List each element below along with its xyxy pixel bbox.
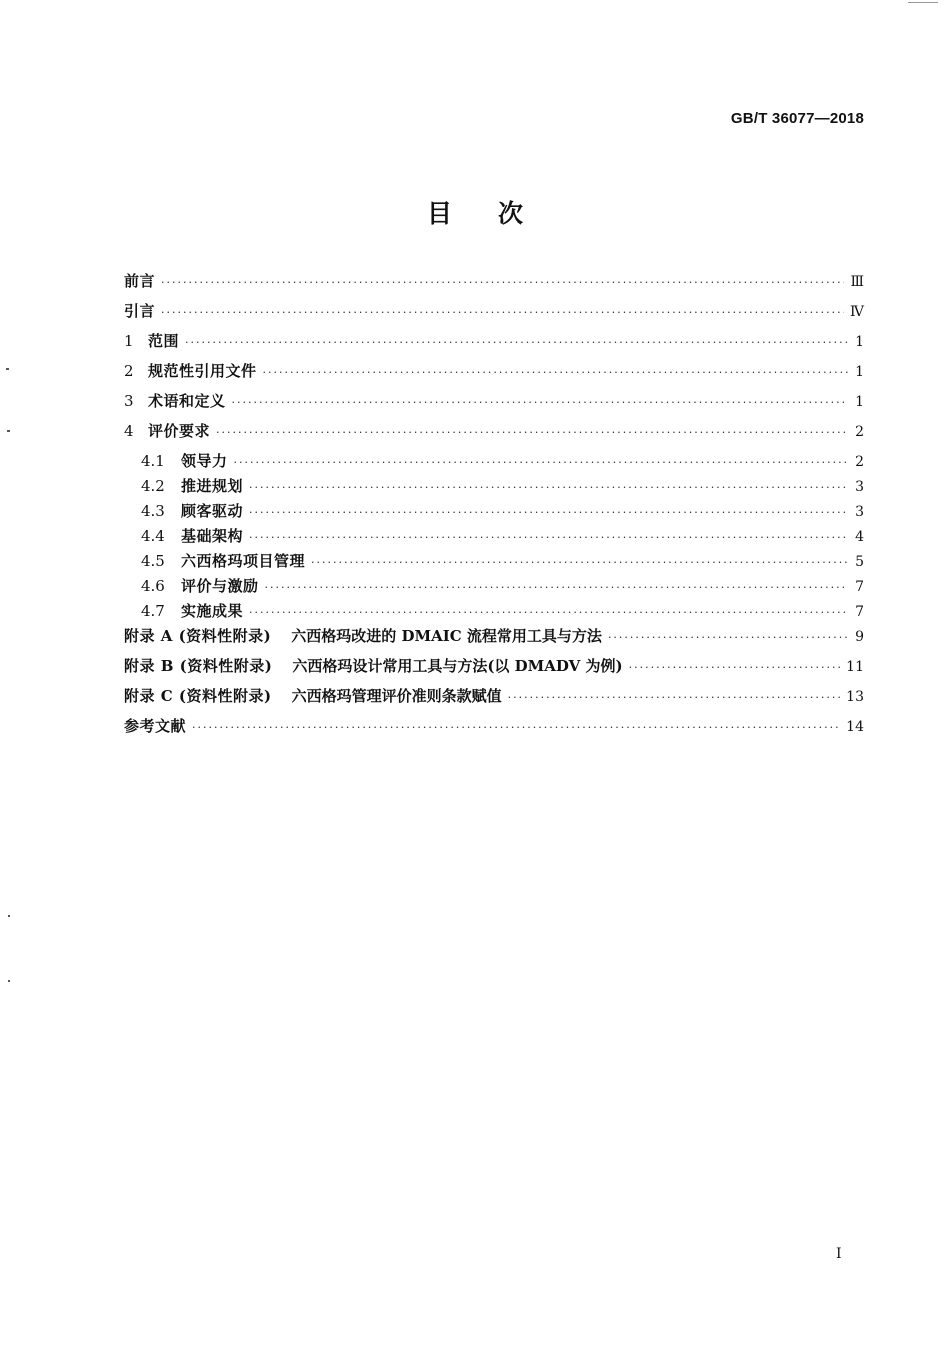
toc-entry-page: 1 <box>855 334 864 350</box>
toc-entry-page: 7 <box>855 604 864 620</box>
toc-entry-4-1[interactable] <box>124 450 864 475</box>
toc-entry-page: 14 <box>846 719 864 735</box>
toc-entry-appendix-c[interactable] <box>124 685 864 715</box>
leader-dots <box>161 306 844 319</box>
toc-entry-label: 规范性引用文件 <box>148 362 257 380</box>
toc-entry-title: 六西格玛设计常用工具与方法(以 DMADV 为例) <box>292 657 623 675</box>
toc-entry-label: 范围 <box>148 332 180 350</box>
toc-entry-4-2[interactable] <box>124 475 864 500</box>
toc-entry-number: 4.1 <box>141 452 165 470</box>
toc-entry-label: 实施成果 <box>181 602 244 620</box>
toc-entry-number: 4 <box>124 422 134 440</box>
toc-entry-label: 基础架构 <box>181 527 244 545</box>
toc-entry-label: 前言 <box>124 272 156 290</box>
toc-entry-label: 评价要求 <box>148 422 211 440</box>
leader-dots <box>311 556 848 569</box>
leader-dots <box>234 456 848 469</box>
toc-entry-page: 13 <box>846 689 864 705</box>
toc-entry-label: 附录 C (资料性附录) <box>124 687 272 705</box>
scan-edge-mark <box>908 2 938 3</box>
toc-entry-foreword[interactable] <box>124 270 864 300</box>
leader-dots <box>161 276 844 289</box>
leader-dots <box>629 661 841 674</box>
toc-entry-page: 3 <box>855 479 864 495</box>
leader-dots <box>263 366 848 379</box>
leader-dots <box>216 426 848 439</box>
scan-speck <box>8 915 10 917</box>
toc-entry-page: 1 <box>855 394 864 410</box>
toc-entry-label: 六西格玛项目管理 <box>181 552 306 570</box>
toc-entry-label: 推进规划 <box>181 477 244 495</box>
toc-entry-page: Ⅳ <box>850 304 864 320</box>
toc-entry-number: 4.7 <box>141 602 165 620</box>
toc-entry-4-6[interactable] <box>124 575 864 600</box>
leader-dots <box>608 631 848 644</box>
toc-entry-number: 1 <box>124 332 134 350</box>
toc-entry-title: 六西格玛改进的 DMAIC 流程常用工具与方法 <box>291 627 602 645</box>
scan-speck <box>7 430 10 432</box>
toc-entry-4-5[interactable] <box>124 550 864 575</box>
leader-dots <box>192 721 840 734</box>
toc-entry-bibliography[interactable] <box>124 715 864 745</box>
toc-entry-number: 4.2 <box>141 477 165 495</box>
toc-entry-page: 2 <box>855 454 864 470</box>
toc-entry-page: 5 <box>855 554 864 570</box>
toc-title-char-2: 次 <box>498 199 524 228</box>
toc-entry-number: 3 <box>124 392 134 410</box>
toc-entry-label: 附录 B (资料性附录) <box>124 657 273 675</box>
toc-entry-3[interactable] <box>124 390 864 420</box>
toc-entry-page: Ⅲ <box>850 274 864 290</box>
leader-dots <box>265 581 848 594</box>
toc-entry-1[interactable] <box>124 330 864 360</box>
toc-entry-label: 领导力 <box>181 452 228 470</box>
toc-entry-4-3[interactable] <box>124 500 864 525</box>
scan-speck <box>6 368 9 370</box>
page-number: I <box>836 1246 842 1262</box>
toc-entry-page: 1 <box>855 364 864 380</box>
table-of-contents <box>124 270 864 745</box>
leader-dots <box>249 506 848 519</box>
toc-entry-4[interactable] <box>124 420 864 450</box>
toc-entry-number: 2 <box>124 362 134 380</box>
toc-entry-page: 2 <box>855 424 864 440</box>
toc-title <box>0 194 950 230</box>
toc-entry-label: 附录 A (资料性附录) <box>124 627 272 645</box>
toc-title-char-1: 目 <box>426 199 452 228</box>
toc-entry-page: 9 <box>855 629 864 645</box>
toc-entry-label: 顾客驱动 <box>181 502 244 520</box>
toc-entry-title: 六西格玛管理评价准则条款赋值 <box>291 687 502 705</box>
toc-entry-label: 引言 <box>124 302 156 320</box>
toc-entry-number: 4.4 <box>141 527 165 545</box>
toc-entry-page: 3 <box>855 504 864 520</box>
toc-entry-number: 4.6 <box>141 577 165 595</box>
leader-dots <box>232 396 848 409</box>
toc-entry-number: 4.3 <box>141 502 165 520</box>
toc-entry-label: 参考文献 <box>124 717 187 735</box>
leader-dots <box>249 531 848 544</box>
toc-entry-2[interactable] <box>124 360 864 390</box>
toc-entry-label: 评价与激励 <box>181 577 259 595</box>
toc-entry-page: 7 <box>855 579 864 595</box>
toc-entry-4-4[interactable] <box>124 525 864 550</box>
scan-speck <box>8 980 10 982</box>
toc-entry-appendix-a[interactable] <box>124 625 864 655</box>
toc-entry-introduction[interactable] <box>124 300 864 330</box>
leader-dots <box>249 481 848 494</box>
toc-entry-page: 11 <box>846 659 864 675</box>
toc-entry-label: 术语和定义 <box>148 392 226 410</box>
toc-entry-number: 4.5 <box>141 552 165 570</box>
leader-dots <box>508 691 841 704</box>
toc-entry-page: 4 <box>855 529 864 545</box>
leader-dots <box>249 606 848 619</box>
standard-code: GB/T 36077—2018 <box>730 110 864 127</box>
toc-entry-4-7[interactable] <box>124 600 864 625</box>
leader-dots <box>185 336 848 349</box>
toc-entry-appendix-b[interactable] <box>124 655 864 685</box>
